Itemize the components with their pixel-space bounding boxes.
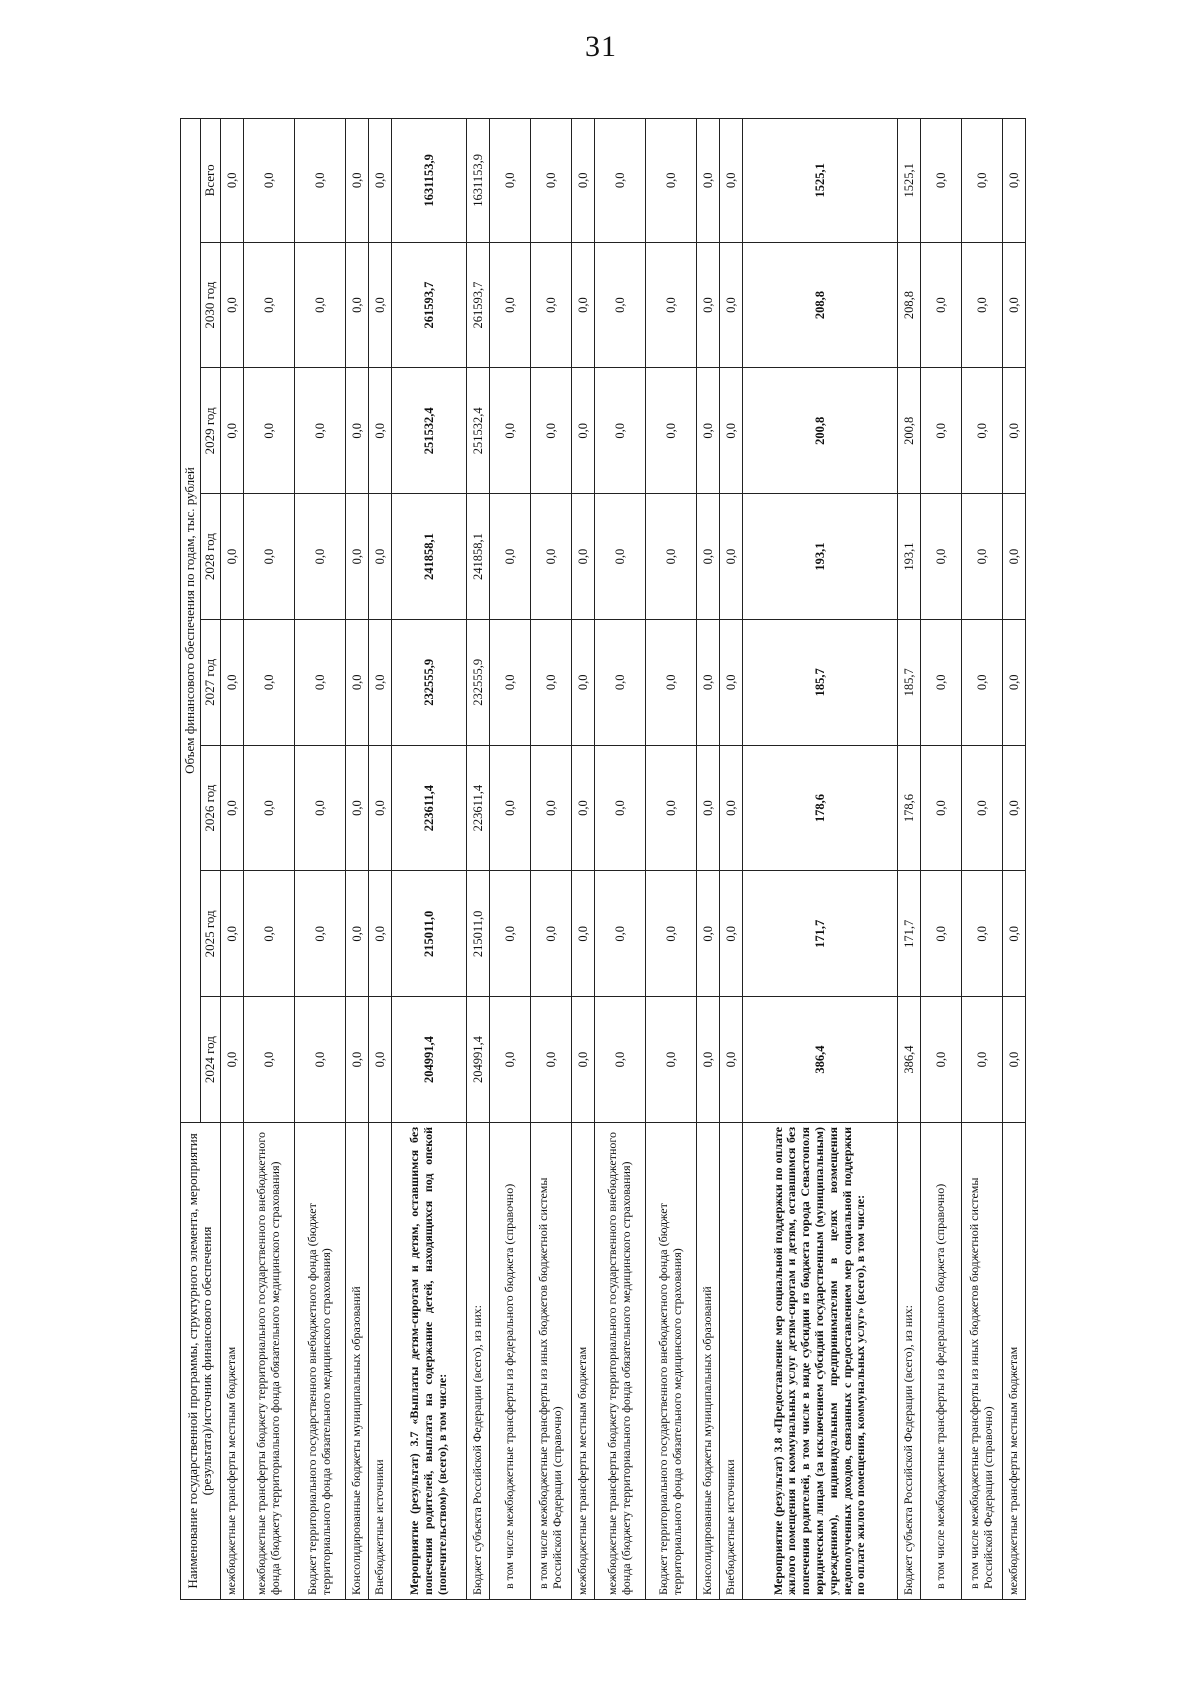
year-value-cell: 0,0 xyxy=(696,745,719,871)
table-row xyxy=(345,119,368,1600)
year-header: 2027 год xyxy=(200,619,220,745)
year-value-cell: 386,4 xyxy=(742,997,897,1123)
year-value-cell: 0,0 xyxy=(530,368,571,494)
row-label: Бюджет субъекта Российской Федерации (всего), из них: xyxy=(897,1122,920,1599)
row-total-cell: 0,0 xyxy=(368,119,391,243)
year-value-cell: 0,0 xyxy=(489,242,530,368)
year-value-cell: 215011,0 xyxy=(466,871,489,997)
row-label: Мероприятие (результат) 3.7 «Выплаты детям-сиротам и детям, оставшимся без попечения родителей, выплата на содержание детей, находящихся под опекой (попечительством)» (всего), в том числе: xyxy=(391,1122,466,1599)
year-value-cell: 171,7 xyxy=(742,871,897,997)
row-total-cell: 0,0 xyxy=(243,119,294,243)
year-value-cell: 0,0 xyxy=(645,368,696,494)
year-value-cell: 0,0 xyxy=(571,871,594,997)
year-value-cell: 0,0 xyxy=(368,494,391,620)
year-value-cell: 0,0 xyxy=(530,997,571,1123)
row-label: Бюджет субъекта Российской Федерации (всего), из них: xyxy=(466,1122,489,1599)
row-total-cell: 0,0 xyxy=(530,119,571,243)
year-value-cell: 241858,1 xyxy=(466,494,489,620)
year-value-cell: 0,0 xyxy=(961,871,1002,997)
year-value-cell: 0,0 xyxy=(294,242,345,368)
table-row xyxy=(719,119,742,1600)
year-value-cell: 0,0 xyxy=(696,997,719,1123)
year-value-cell: 0,0 xyxy=(696,619,719,745)
year-value-cell: 0,0 xyxy=(220,242,243,368)
year-value-cell: 0,0 xyxy=(961,242,1002,368)
year-value-cell: 0,0 xyxy=(920,494,961,620)
name-column-header: Наименование государственной программы, структурного элемента, мероприятия (результата)/источник финансового обеспечения xyxy=(181,1122,221,1599)
year-value-cell: 223611,4 xyxy=(466,745,489,871)
year-value-cell: 0,0 xyxy=(571,242,594,368)
year-value-cell: 232555,9 xyxy=(466,619,489,745)
row-total-cell: 0,0 xyxy=(489,119,530,243)
row-label: Бюджет территориального государственного внебюджетного фонда (бюджет территориального фонда обязательного медицинского страхования) xyxy=(294,1122,345,1599)
year-value-cell: 0,0 xyxy=(645,619,696,745)
year-value-cell: 0,0 xyxy=(220,368,243,494)
year-value-cell: 208,8 xyxy=(742,242,897,368)
year-value-cell: 200,8 xyxy=(742,368,897,494)
row-total-cell: 1525,1 xyxy=(742,119,897,243)
row-label: межбюджетные трансферты бюджету территориального государственного внебюджетного фонда (бюджету территориального фонда обязательного медицинского страхования) xyxy=(594,1122,645,1599)
year-value-cell: 178,6 xyxy=(742,745,897,871)
row-total-cell: 1631153,9 xyxy=(466,119,489,243)
year-value-cell: 0,0 xyxy=(294,619,345,745)
row-total-cell: 0,0 xyxy=(345,119,368,243)
year-value-cell: 0,0 xyxy=(696,871,719,997)
year-value-cell: 0,0 xyxy=(961,997,1002,1123)
row-total-cell: 0,0 xyxy=(961,119,1002,243)
year-value-cell: 0,0 xyxy=(719,368,742,494)
row-total-cell: 0,0 xyxy=(594,119,645,243)
table-row xyxy=(645,119,696,1600)
page-number: 31 xyxy=(585,30,617,63)
year-value-cell: 0,0 xyxy=(594,745,645,871)
row-total-cell: 0,0 xyxy=(1002,119,1025,243)
year-value-cell: 0,0 xyxy=(489,619,530,745)
year-value-cell: 0,0 xyxy=(345,494,368,620)
row-label: межбюджетные трансферты местным бюджетам xyxy=(1002,1122,1025,1599)
year-value-cell: 204991,4 xyxy=(391,997,466,1123)
table-row xyxy=(466,119,489,1600)
year-value-cell: 0,0 xyxy=(645,871,696,997)
year-value-cell: 0,0 xyxy=(345,368,368,494)
year-value-cell: 241858,1 xyxy=(391,494,466,620)
year-header: 2028 год xyxy=(200,494,220,620)
year-value-cell: 0,0 xyxy=(920,368,961,494)
year-value-cell: 0,0 xyxy=(920,871,961,997)
year-value-cell: 0,0 xyxy=(594,494,645,620)
year-value-cell: 0,0 xyxy=(530,619,571,745)
year-header: 2026 год xyxy=(200,745,220,871)
year-value-cell: 0,0 xyxy=(243,494,294,620)
year-header: 2024 год xyxy=(200,997,220,1123)
year-value-cell: 251532,4 xyxy=(466,368,489,494)
year-value-cell: 0,0 xyxy=(220,619,243,745)
year-value-cell: 193,1 xyxy=(742,494,897,620)
year-value-cell: 0,0 xyxy=(719,871,742,997)
year-value-cell: 0,0 xyxy=(368,997,391,1123)
year-value-cell: 0,0 xyxy=(594,242,645,368)
year-value-cell: 0,0 xyxy=(696,494,719,620)
row-label: межбюджетные трансферты бюджету территориального государственного внебюджетного фонда (бюджету территориального фонда обязательного медицинского страхования) xyxy=(243,1122,294,1599)
table-row xyxy=(1002,119,1025,1600)
year-value-cell: 0,0 xyxy=(645,494,696,620)
table-row xyxy=(594,119,645,1600)
funding-group-header: Объем финансового обеспечения по годам, тыс. рублей xyxy=(181,119,201,1123)
year-value-cell: 0,0 xyxy=(294,494,345,620)
year-value-cell: 0,0 xyxy=(594,997,645,1123)
row-label: Мероприятие (результат) 3.8 «Предоставление мер социальной поддержки по оплате жилого помещения и коммунальных услуг детям-сиротам и детям, оставшимся без попечения родителей, в том числе в виде субсидии из бюджета города Севастополя юридическим лицам (за исключением субсидий государственным (муниципальным) учреждениям), индивидуальным предпринимателям в целях возмещения недополученных доходов, связанных с предоставлением мер социальной поддержки по оплате жилого помещения, коммунальных услуг» (всего), в том числе: xyxy=(742,1122,897,1599)
financing-table xyxy=(180,118,1026,1600)
year-value-cell: 0,0 xyxy=(220,745,243,871)
year-value-cell: 0,0 xyxy=(489,997,530,1123)
year-value-cell: 0,0 xyxy=(368,368,391,494)
year-value-cell: 0,0 xyxy=(719,242,742,368)
year-value-cell: 0,0 xyxy=(220,997,243,1123)
year-value-cell: 0,0 xyxy=(1002,997,1025,1123)
year-value-cell: 0,0 xyxy=(961,619,1002,745)
row-total-cell: 1631153,9 xyxy=(391,119,466,243)
year-value-cell: 223611,4 xyxy=(391,745,466,871)
year-value-cell: 0,0 xyxy=(368,871,391,997)
year-value-cell: 200,8 xyxy=(897,368,920,494)
table-row xyxy=(961,119,1002,1600)
row-total-cell: 0,0 xyxy=(920,119,961,243)
year-value-cell: 0,0 xyxy=(368,745,391,871)
row-label: межбюджетные трансферты местным бюджетам xyxy=(571,1122,594,1599)
table-row xyxy=(391,119,466,1600)
row-total-cell: 1525,1 xyxy=(897,119,920,243)
row-total-cell: 0,0 xyxy=(294,119,345,243)
year-value-cell: 0,0 xyxy=(345,242,368,368)
year-value-cell: 0,0 xyxy=(1002,494,1025,620)
year-value-cell: 0,0 xyxy=(961,745,1002,871)
year-value-cell: 0,0 xyxy=(243,997,294,1123)
year-value-cell: 0,0 xyxy=(571,368,594,494)
year-value-cell: 204991,4 xyxy=(466,997,489,1123)
year-value-cell: 0,0 xyxy=(719,745,742,871)
year-value-cell: 0,0 xyxy=(345,997,368,1123)
year-value-cell: 0,0 xyxy=(220,494,243,620)
year-value-cell: 178,6 xyxy=(897,745,920,871)
row-total-cell: 0,0 xyxy=(645,119,696,243)
row-label: в том числе межбюджетные трансферты из федерального бюджета (справочно) xyxy=(489,1122,530,1599)
year-value-cell: 0,0 xyxy=(645,242,696,368)
row-label: Консолидированные бюджеты муниципальных образований xyxy=(345,1122,368,1599)
year-value-cell: 0,0 xyxy=(594,368,645,494)
table-row xyxy=(530,119,571,1600)
row-label: в том числе межбюджетные трансферты из иных бюджетов бюджетной системы Российской Федерации (справочно) xyxy=(530,1122,571,1599)
year-value-cell: 386,4 xyxy=(897,997,920,1123)
year-value-cell: 261593,7 xyxy=(466,242,489,368)
row-label: Внебюджетные источники xyxy=(719,1122,742,1599)
table-row xyxy=(897,119,920,1600)
year-value-cell: 0,0 xyxy=(571,997,594,1123)
year-value-cell: 0,0 xyxy=(345,745,368,871)
row-total-cell: 0,0 xyxy=(220,119,243,243)
year-value-cell: 0,0 xyxy=(530,745,571,871)
year-value-cell: 0,0 xyxy=(243,745,294,871)
year-value-cell: 0,0 xyxy=(220,871,243,997)
year-value-cell: 0,0 xyxy=(594,619,645,745)
rotated-table-frame xyxy=(180,118,1200,1600)
year-value-cell: 0,0 xyxy=(645,997,696,1123)
year-value-cell: 0,0 xyxy=(594,871,645,997)
year-value-cell: 0,0 xyxy=(571,494,594,620)
year-value-cell: 0,0 xyxy=(920,619,961,745)
year-value-cell: 0,0 xyxy=(243,871,294,997)
year-value-cell: 251532,4 xyxy=(391,368,466,494)
year-value-cell: 0,0 xyxy=(1002,871,1025,997)
year-value-cell: 0,0 xyxy=(243,242,294,368)
year-value-cell: 0,0 xyxy=(345,871,368,997)
year-value-cell: 0,0 xyxy=(571,745,594,871)
year-value-cell: 0,0 xyxy=(1002,745,1025,871)
year-value-cell: 0,0 xyxy=(243,619,294,745)
year-value-cell: 208,8 xyxy=(897,242,920,368)
year-value-cell: 232555,9 xyxy=(391,619,466,745)
row-label: Консолидированные бюджеты муниципальных образований xyxy=(696,1122,719,1599)
year-header: 2030 год xyxy=(200,242,220,368)
year-value-cell: 0,0 xyxy=(294,871,345,997)
year-header: 2025 год xyxy=(200,871,220,997)
table-row xyxy=(571,119,594,1600)
year-value-cell: 0,0 xyxy=(345,619,368,745)
row-total-cell: 0,0 xyxy=(571,119,594,243)
total-header: Всего xyxy=(200,119,220,243)
table-row xyxy=(243,119,294,1600)
year-value-cell: 0,0 xyxy=(1002,619,1025,745)
year-value-cell: 0,0 xyxy=(530,871,571,997)
year-value-cell: 215011,0 xyxy=(391,871,466,997)
year-value-cell: 0,0 xyxy=(530,242,571,368)
table-row xyxy=(920,119,961,1600)
rotated-table-inner xyxy=(180,118,1200,1600)
year-value-cell: 0,0 xyxy=(719,494,742,620)
row-label: в том числе межбюджетные трансферты из иных бюджетов бюджетной системы Российской Федерации (справочно) xyxy=(961,1122,1002,1599)
year-value-cell: 0,0 xyxy=(571,619,594,745)
table-body xyxy=(220,119,1025,1600)
year-value-cell: 0,0 xyxy=(294,368,345,494)
year-value-cell: 0,0 xyxy=(696,368,719,494)
year-value-cell: 0,0 xyxy=(489,871,530,997)
year-value-cell: 0,0 xyxy=(294,745,345,871)
table-row xyxy=(220,119,243,1600)
year-value-cell: 0,0 xyxy=(243,368,294,494)
year-value-cell: 185,7 xyxy=(897,619,920,745)
table-row xyxy=(294,119,345,1600)
year-value-cell: 0,0 xyxy=(1002,242,1025,368)
year-value-cell: 0,0 xyxy=(719,619,742,745)
year-value-cell: 0,0 xyxy=(719,997,742,1123)
year-value-cell: 0,0 xyxy=(530,494,571,620)
year-value-cell: 0,0 xyxy=(696,242,719,368)
table-row xyxy=(368,119,391,1600)
row-label: в том числе межбюджетные трансферты из федерального бюджета (справочно) xyxy=(920,1122,961,1599)
year-header: 2029 год xyxy=(200,368,220,494)
year-value-cell: 0,0 xyxy=(489,368,530,494)
year-value-cell: 193,1 xyxy=(897,494,920,620)
year-value-cell: 0,0 xyxy=(645,745,696,871)
year-value-cell: 0,0 xyxy=(294,997,345,1123)
year-value-cell: 0,0 xyxy=(368,242,391,368)
year-value-cell: 0,0 xyxy=(489,745,530,871)
row-label: Бюджет территориального государственного внебюджетного фонда (бюджет территориального фонда обязательного медицинского страхования) xyxy=(645,1122,696,1599)
row-label: Внебюджетные источники xyxy=(368,1122,391,1599)
year-value-cell: 0,0 xyxy=(920,997,961,1123)
table-row xyxy=(742,119,897,1600)
year-value-cell: 171,7 xyxy=(897,871,920,997)
table-row xyxy=(696,119,719,1600)
row-total-cell: 0,0 xyxy=(719,119,742,243)
year-value-cell: 0,0 xyxy=(961,368,1002,494)
year-value-cell: 261593,7 xyxy=(391,242,466,368)
year-value-cell: 0,0 xyxy=(920,745,961,871)
row-total-cell: 0,0 xyxy=(696,119,719,243)
year-value-cell: 0,0 xyxy=(368,619,391,745)
row-label: межбюджетные трансферты местным бюджетам xyxy=(220,1122,243,1599)
year-value-cell: 0,0 xyxy=(489,494,530,620)
table-row xyxy=(489,119,530,1600)
year-value-cell: 0,0 xyxy=(920,242,961,368)
year-value-cell: 0,0 xyxy=(1002,368,1025,494)
year-value-cell: 0,0 xyxy=(961,494,1002,620)
year-value-cell: 185,7 xyxy=(742,619,897,745)
